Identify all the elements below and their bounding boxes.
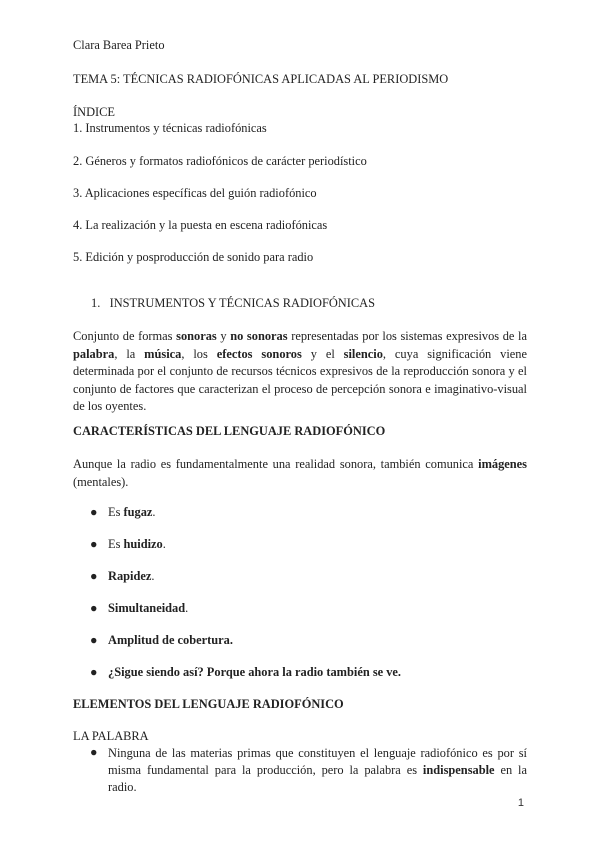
palabra-bullet-text: Ninguna de las materias primas que constituyen el lenguaje radiofónico es por sí misma fundamental para la producción, pero la palabra es indispensable en la radio.: [108, 746, 527, 794]
bullet-icon: ●: [90, 601, 98, 615]
term-efectos-sonoros: efectos sonoros: [216, 346, 302, 361]
term-indispensable: indispensable: [422, 763, 495, 777]
section-1-heading: [91, 296, 375, 311]
list-item: ● Simultaneidad.: [90, 601, 189, 615]
list-item: [90, 745, 527, 796]
bullet-icon: ●: [90, 633, 98, 647]
section-1-paragraph: Conjunto de formas sonoras y no sonoras representadas por los sistemas expresivos de la palabra, la música, los efectos sonoros y el silencio, cuya significación viene determinada por el conjunto de recursos técnicos expresivos de la reproducción sonora y el conjunto de factores que caracterizan el proceso de percepción sonora e imaginativo-visual de los oyentes.: [73, 329, 527, 414]
bullet-icon: ●: [90, 505, 98, 519]
characteristics-heading: CARACTERÍSTICAS DEL LENGUAJE RADIOFÓNICO: [73, 424, 386, 438]
index-heading: ÍNDICE: [73, 105, 115, 119]
list-item: ● Rapidez.: [90, 569, 155, 583]
header-author: Clara Barea Prieto: [73, 38, 165, 52]
index-item-1: 1. Instrumentos y técnicas radiofónicas: [73, 121, 267, 135]
bullet-icon: ●: [90, 569, 98, 583]
index-item-3: 3. Aplicaciones específicas del guión radiofónico: [73, 186, 317, 200]
document-title: TEMA 5: TÉCNICAS RADIOFÓNICAS APLICADAS AL PERIODISMO: [73, 72, 449, 86]
term-musica: música: [144, 346, 182, 361]
term-silencio: silencio: [343, 346, 383, 361]
section-1-title: INSTRUMENTOS Y TÉCNICAS RADIOFÓNICAS: [109, 296, 375, 310]
page-number: 1: [517, 797, 524, 809]
list-item: ● Amplitud de cobertura.: [90, 633, 233, 647]
index-item-4: 4. La realización y la puesta en escena radiofónicas: [73, 218, 328, 232]
characteristics-intro: Aunque la radio es fundamentalmente una realidad sonora, también comunica imágenes (mentales).: [73, 457, 527, 489]
term-palabra: palabra: [73, 346, 115, 361]
bullet-icon: ●: [90, 537, 98, 551]
list-item: ● ¿Sigue siendo así? Porque ahora la radio también se ve.: [90, 665, 402, 679]
list-item: ● Es fugaz.: [90, 505, 156, 519]
elements-heading: ELEMENTOS DEL LENGUAJE RADIOFÓNICO: [73, 697, 344, 711]
section-1-number: 1.: [91, 296, 101, 310]
term-sonoras: sonoras: [176, 329, 217, 343]
bullet-icon: ●: [90, 665, 98, 679]
bullet-icon: ●: [90, 745, 98, 759]
term-imagenes: imágenes: [478, 457, 527, 471]
list-item: ● Es huidizo.: [90, 537, 166, 551]
elements-subheading: LA PALABRA: [73, 729, 149, 743]
index-item-5: 5. Edición y posproducción de sonido para radio: [73, 250, 314, 264]
term-no-sonoras: no sonoras: [230, 329, 288, 343]
index-item-2: 2. Géneros y formatos radiofónicos de carácter periodístico: [73, 154, 367, 168]
